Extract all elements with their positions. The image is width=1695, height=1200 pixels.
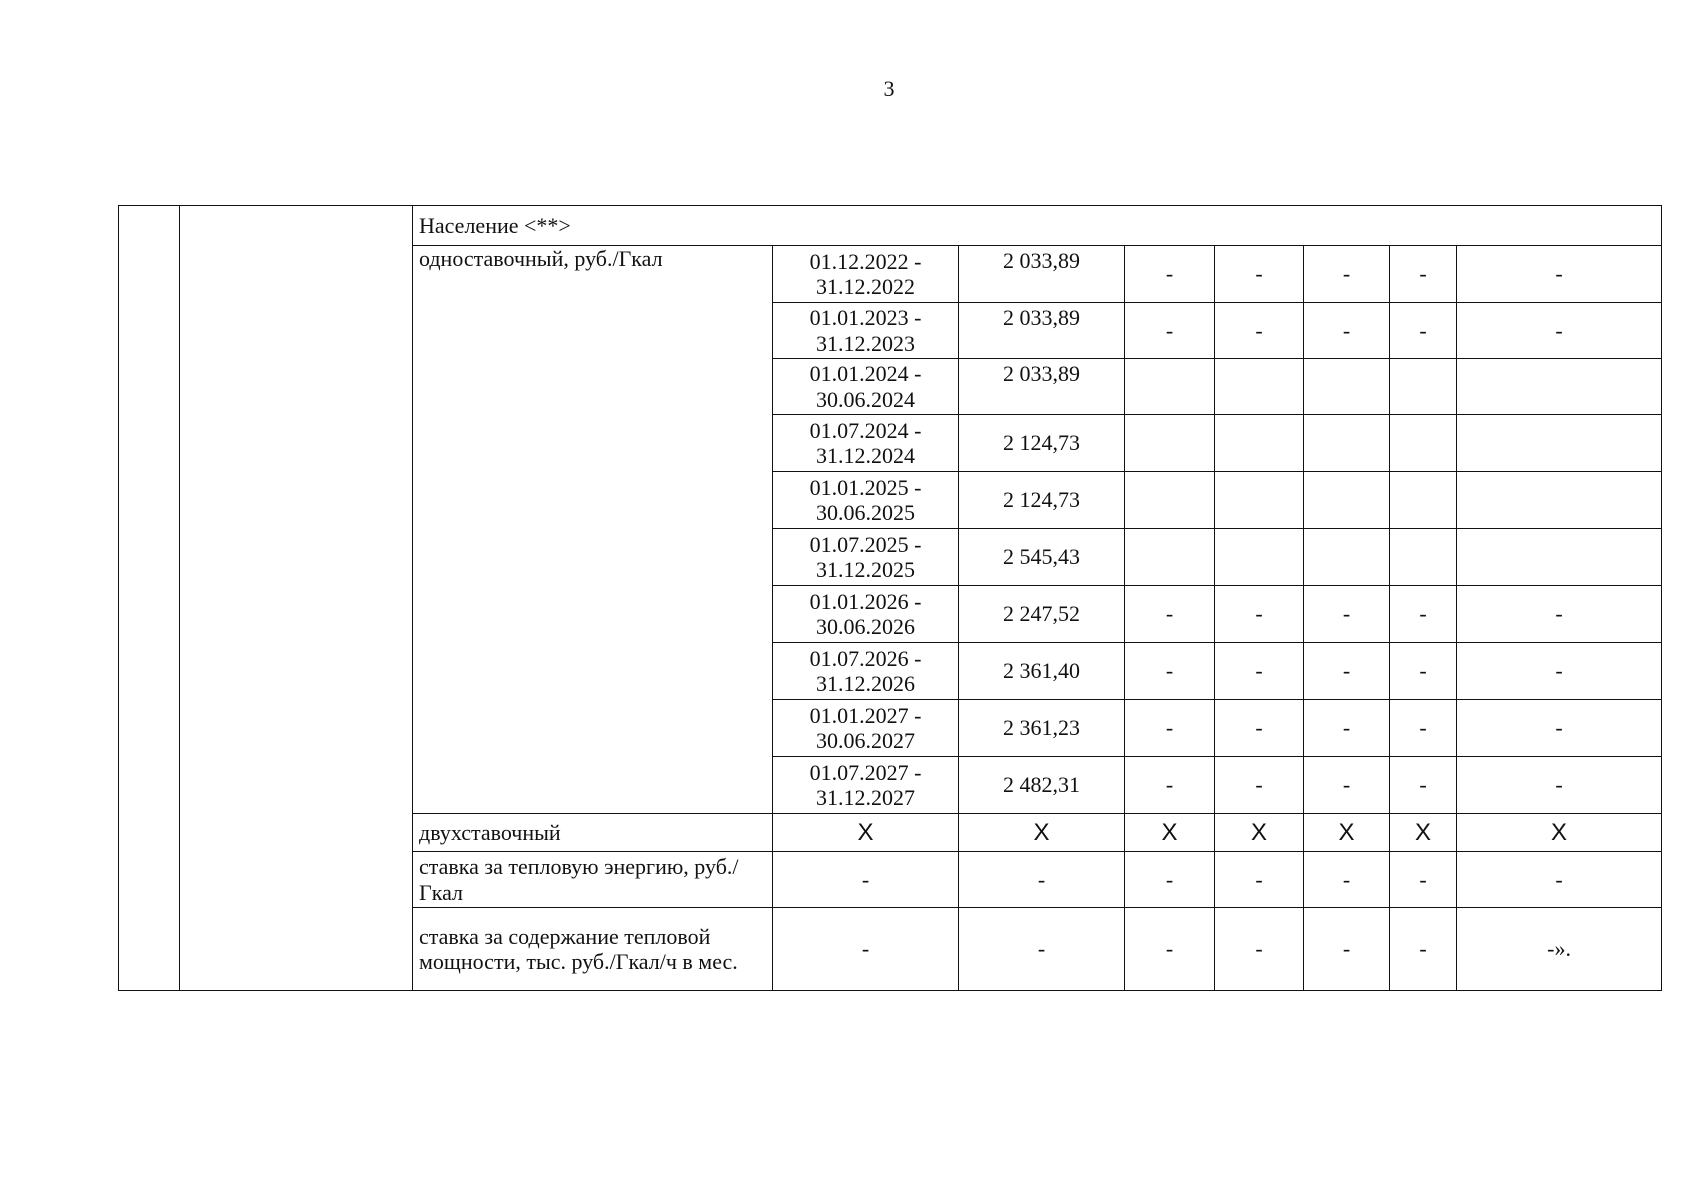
value-cell: - (1457, 303, 1662, 359)
value-cell: X (1215, 814, 1304, 852)
energy-rate-label: ставка за тепловую энергию, руб./Гкал (413, 852, 773, 908)
period-cell: 01.12.2022 - 31.12.2022 (773, 246, 959, 303)
tariff-table (118, 205, 1662, 991)
value-cell: - (1125, 757, 1215, 814)
value-cell: X (959, 814, 1125, 852)
value-cell (1215, 359, 1304, 415)
one-rate-label: одноставочный, руб./Гкал (413, 246, 773, 814)
value-cell: - (1304, 586, 1390, 643)
value-cell (1215, 529, 1304, 586)
period-cell: 01.01.2024 - 30.06.2024 (773, 359, 959, 415)
value-cell: - (1390, 586, 1457, 643)
period-cell: 01.07.2025 - 31.12.2025 (773, 529, 959, 586)
value-cell: - (1215, 246, 1304, 303)
value-cell: - (1125, 586, 1215, 643)
value-cell: - (1390, 700, 1457, 757)
period-cell: 01.01.2025 - 30.06.2025 (773, 472, 959, 529)
value-cell (1215, 415, 1304, 472)
tariff-value-cell: 2 124,73 (959, 415, 1125, 472)
value-cell: X (773, 814, 959, 852)
value-cell: - (1304, 908, 1390, 991)
value-cell: - (959, 908, 1125, 991)
tariff-value-cell: 2 361,40 (959, 643, 1125, 700)
value-cell (1457, 359, 1662, 415)
value-cell (1390, 529, 1457, 586)
value-cell: - (1125, 246, 1215, 303)
tariff-value-cell: 2 033,89 (959, 359, 1125, 415)
period-cell: 01.01.2026 - 30.06.2026 (773, 586, 959, 643)
value-cell (1457, 415, 1662, 472)
tariff-value-cell: 2 033,89 (959, 303, 1125, 359)
value-cell (1125, 359, 1215, 415)
value-cell (1304, 529, 1390, 586)
value-cell: X (1390, 814, 1457, 852)
value-cell (1457, 529, 1662, 586)
empty-col-1 (119, 206, 180, 991)
tariff-value-cell: 2 545,43 (959, 529, 1125, 586)
tariff-value-cell: 2 124,73 (959, 472, 1125, 529)
value-cell: - (773, 852, 959, 908)
value-cell: - (1304, 643, 1390, 700)
value-cell: - (1390, 852, 1457, 908)
table-row-section (119, 206, 1662, 246)
value-cell: - (1215, 303, 1304, 359)
value-cell: - (1125, 643, 1215, 700)
value-cell: - (1125, 700, 1215, 757)
value-cell: - (1304, 700, 1390, 757)
value-cell (1304, 415, 1390, 472)
period-cell: 01.01.2027 - 30.06.2027 (773, 700, 959, 757)
value-cell (1390, 415, 1457, 472)
value-cell: - (1390, 908, 1457, 991)
value-cell: - (959, 852, 1125, 908)
value-cell: - (1304, 757, 1390, 814)
value-cell: - (1304, 852, 1390, 908)
value-cell: - (1457, 852, 1662, 908)
value-cell: - (773, 908, 959, 991)
value-cell: - (1457, 700, 1662, 757)
value-cell: - (1125, 908, 1215, 991)
tariff-value-cell: 2 482,31 (959, 757, 1125, 814)
value-cell: - (1304, 246, 1390, 303)
value-cell: - (1390, 303, 1457, 359)
value-cell: - (1215, 700, 1304, 757)
tariff-value-cell: 2 033,89 (959, 246, 1125, 303)
value-cell: - (1457, 757, 1662, 814)
value-cell: X (1457, 814, 1662, 852)
value-cell: - (1390, 757, 1457, 814)
period-cell: 01.01.2023 - 31.12.2023 (773, 303, 959, 359)
value-cell: - (1390, 643, 1457, 700)
empty-col-2 (180, 206, 413, 991)
value-cell: - (1215, 908, 1304, 991)
tariff-value-cell: 2 247,52 (959, 586, 1125, 643)
capacity-rate-label: ставка за содержание тепловой мощности, тыс. руб./Гкал/ч в мес. (413, 908, 773, 991)
value-cell: - (1215, 852, 1304, 908)
value-cell: - (1457, 586, 1662, 643)
value-cell: - (1390, 246, 1457, 303)
value-cell: X (1125, 814, 1215, 852)
value-cell (1215, 472, 1304, 529)
period-cell: 01.07.2027 - 31.12.2027 (773, 757, 959, 814)
value-cell (1390, 359, 1457, 415)
value-cell: - (1457, 246, 1662, 303)
value-cell: -». (1457, 908, 1662, 991)
value-cell: - (1125, 303, 1215, 359)
value-cell (1125, 415, 1215, 472)
value-cell (1304, 472, 1390, 529)
value-cell: - (1304, 303, 1390, 359)
value-cell: - (1125, 852, 1215, 908)
value-cell (1125, 472, 1215, 529)
tariff-value-cell: 2 361,23 (959, 700, 1125, 757)
value-cell: - (1215, 757, 1304, 814)
section-title: Население <**> (413, 206, 1662, 246)
page-number: 3 (883, 76, 895, 101)
value-cell: X (1304, 814, 1390, 852)
value-cell: - (1215, 586, 1304, 643)
period-cell: 01.07.2024 - 31.12.2024 (773, 415, 959, 472)
value-cell (1457, 472, 1662, 529)
value-cell (1125, 529, 1215, 586)
value-cell (1304, 359, 1390, 415)
period-cell: 01.07.2026 - 31.12.2026 (773, 643, 959, 700)
value-cell: - (1457, 643, 1662, 700)
value-cell (1390, 472, 1457, 529)
two-rate-label: двухставочный (413, 814, 773, 852)
value-cell: - (1215, 643, 1304, 700)
